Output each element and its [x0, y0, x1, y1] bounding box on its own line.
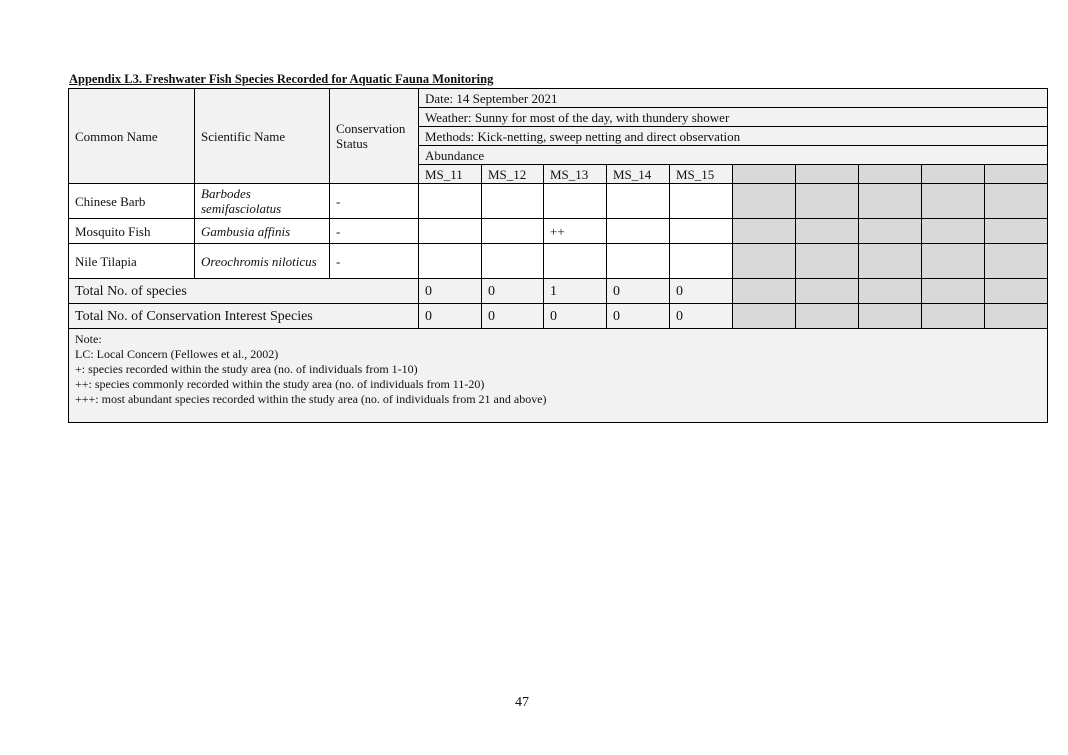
empty-shaded-cell [922, 165, 985, 184]
header-methods: Methods: Kick-netting, sweep netting and direct observation [419, 127, 1048, 146]
total-cell: 0 [607, 304, 670, 329]
table-row [69, 184, 1048, 219]
total-cell: 0 [482, 304, 544, 329]
abundance-cell [482, 244, 544, 279]
empty-shaded-cell [922, 219, 985, 244]
empty-shaded-cell [859, 279, 922, 304]
header-weather: Weather: Sunny for most of the day, with thundery shower [419, 108, 1048, 127]
common-name-cell: Chinese Barb [69, 184, 195, 219]
empty-shaded-cell [733, 184, 796, 219]
empty-shaded-cell [985, 165, 1048, 184]
empty-shaded-cell [859, 184, 922, 219]
abundance-cell [607, 219, 670, 244]
note-line: +: species recorded within the study area (no. of individuals from 1-10) [75, 362, 418, 376]
empty-shaded-cell [733, 304, 796, 329]
site-header: MS_14 [607, 165, 670, 184]
common-name-cell: Nile Tilapia [69, 244, 195, 279]
header-abundance: Abundance [419, 146, 1048, 165]
total-cell: 0 [419, 279, 482, 304]
abundance-cell [544, 184, 607, 219]
empty-shaded-cell [922, 279, 985, 304]
abundance-cell [670, 219, 733, 244]
empty-shaded-cell [859, 304, 922, 329]
status-cell: - [330, 244, 419, 279]
header-date: Date: 14 September 2021 [419, 89, 1048, 108]
total-cell: 1 [544, 279, 607, 304]
abundance-cell [482, 184, 544, 219]
total-cell: 0 [670, 304, 733, 329]
common-name-cell: Mosquito Fish [69, 219, 195, 244]
page-number: 47 [515, 695, 529, 710]
empty-shaded-cell [985, 304, 1048, 329]
total-species-label: Total No. of species [69, 279, 419, 304]
note-heading: Note: [75, 332, 102, 346]
abundance-cell [670, 244, 733, 279]
note-line: LC: Local Concern (Fellowes et al., 2002) [75, 347, 279, 361]
abundance-cell [419, 219, 482, 244]
empty-shaded-cell [859, 219, 922, 244]
empty-shaded-cell [796, 184, 859, 219]
table-title: Appendix L3. Freshwater Fish Species Recorded for Aquatic Fauna Monitoring [69, 72, 494, 86]
empty-shaded-cell [733, 219, 796, 244]
abundance-cell [482, 219, 544, 244]
site-header: MS_15 [670, 165, 733, 184]
total-cell: 0 [419, 304, 482, 329]
scientific-name-cell: Gambusia affinis [195, 219, 330, 244]
notes-cell [69, 329, 1048, 423]
empty-shaded-cell [859, 165, 922, 184]
status-cell: - [330, 219, 419, 244]
abundance-cell [607, 244, 670, 279]
total-cell: 0 [544, 304, 607, 329]
abundance-cell [419, 184, 482, 219]
empty-shaded-cell [985, 279, 1048, 304]
scientific-name-cell: Barbodes semifasciolatus [195, 184, 330, 219]
empty-shaded-cell [796, 304, 859, 329]
total-cell: 0 [482, 279, 544, 304]
total-conservation-row [69, 304, 1048, 329]
header-conservation-status: Conservation Status [330, 89, 419, 184]
empty-shaded-cell [733, 279, 796, 304]
total-species-row [69, 279, 1048, 304]
empty-shaded-cell [796, 165, 859, 184]
status-cell: - [330, 184, 419, 219]
header-common-name: Common Name [69, 89, 195, 184]
empty-shaded-cell [922, 304, 985, 329]
header-scientific-name: Scientific Name [195, 89, 330, 184]
empty-shaded-cell [796, 244, 859, 279]
note-line: +++: most abundant species recorded within the study area (no. of individuals from 21 and above) [75, 392, 547, 406]
table-row [69, 219, 1048, 244]
empty-shaded-cell [985, 184, 1048, 219]
site-header: MS_12 [482, 165, 544, 184]
total-cell: 0 [607, 279, 670, 304]
empty-shaded-cell [922, 244, 985, 279]
abundance-cell [544, 244, 607, 279]
scientific-name-cell: Oreochromis niloticus [195, 244, 330, 279]
empty-shaded-cell [985, 219, 1048, 244]
total-cell: 0 [670, 279, 733, 304]
empty-shaded-cell [859, 244, 922, 279]
empty-shaded-cell [796, 279, 859, 304]
abundance-cell: ++ [544, 219, 607, 244]
total-conservation-label: Total No. of Conservation Interest Species [69, 304, 419, 329]
site-header: MS_13 [544, 165, 607, 184]
empty-shaded-cell [922, 184, 985, 219]
fish-species-table [68, 88, 1048, 423]
note-line: ++: species commonly recorded within the study area (no. of individuals from 11-20) [75, 377, 485, 391]
site-header: MS_11 [419, 165, 482, 184]
empty-shaded-cell [985, 244, 1048, 279]
empty-shaded-cell [733, 165, 796, 184]
table-row [69, 244, 1048, 279]
abundance-cell [607, 184, 670, 219]
abundance-cell [670, 184, 733, 219]
notes-row [69, 329, 1048, 423]
abundance-cell [419, 244, 482, 279]
empty-shaded-cell [733, 244, 796, 279]
empty-shaded-cell [796, 219, 859, 244]
